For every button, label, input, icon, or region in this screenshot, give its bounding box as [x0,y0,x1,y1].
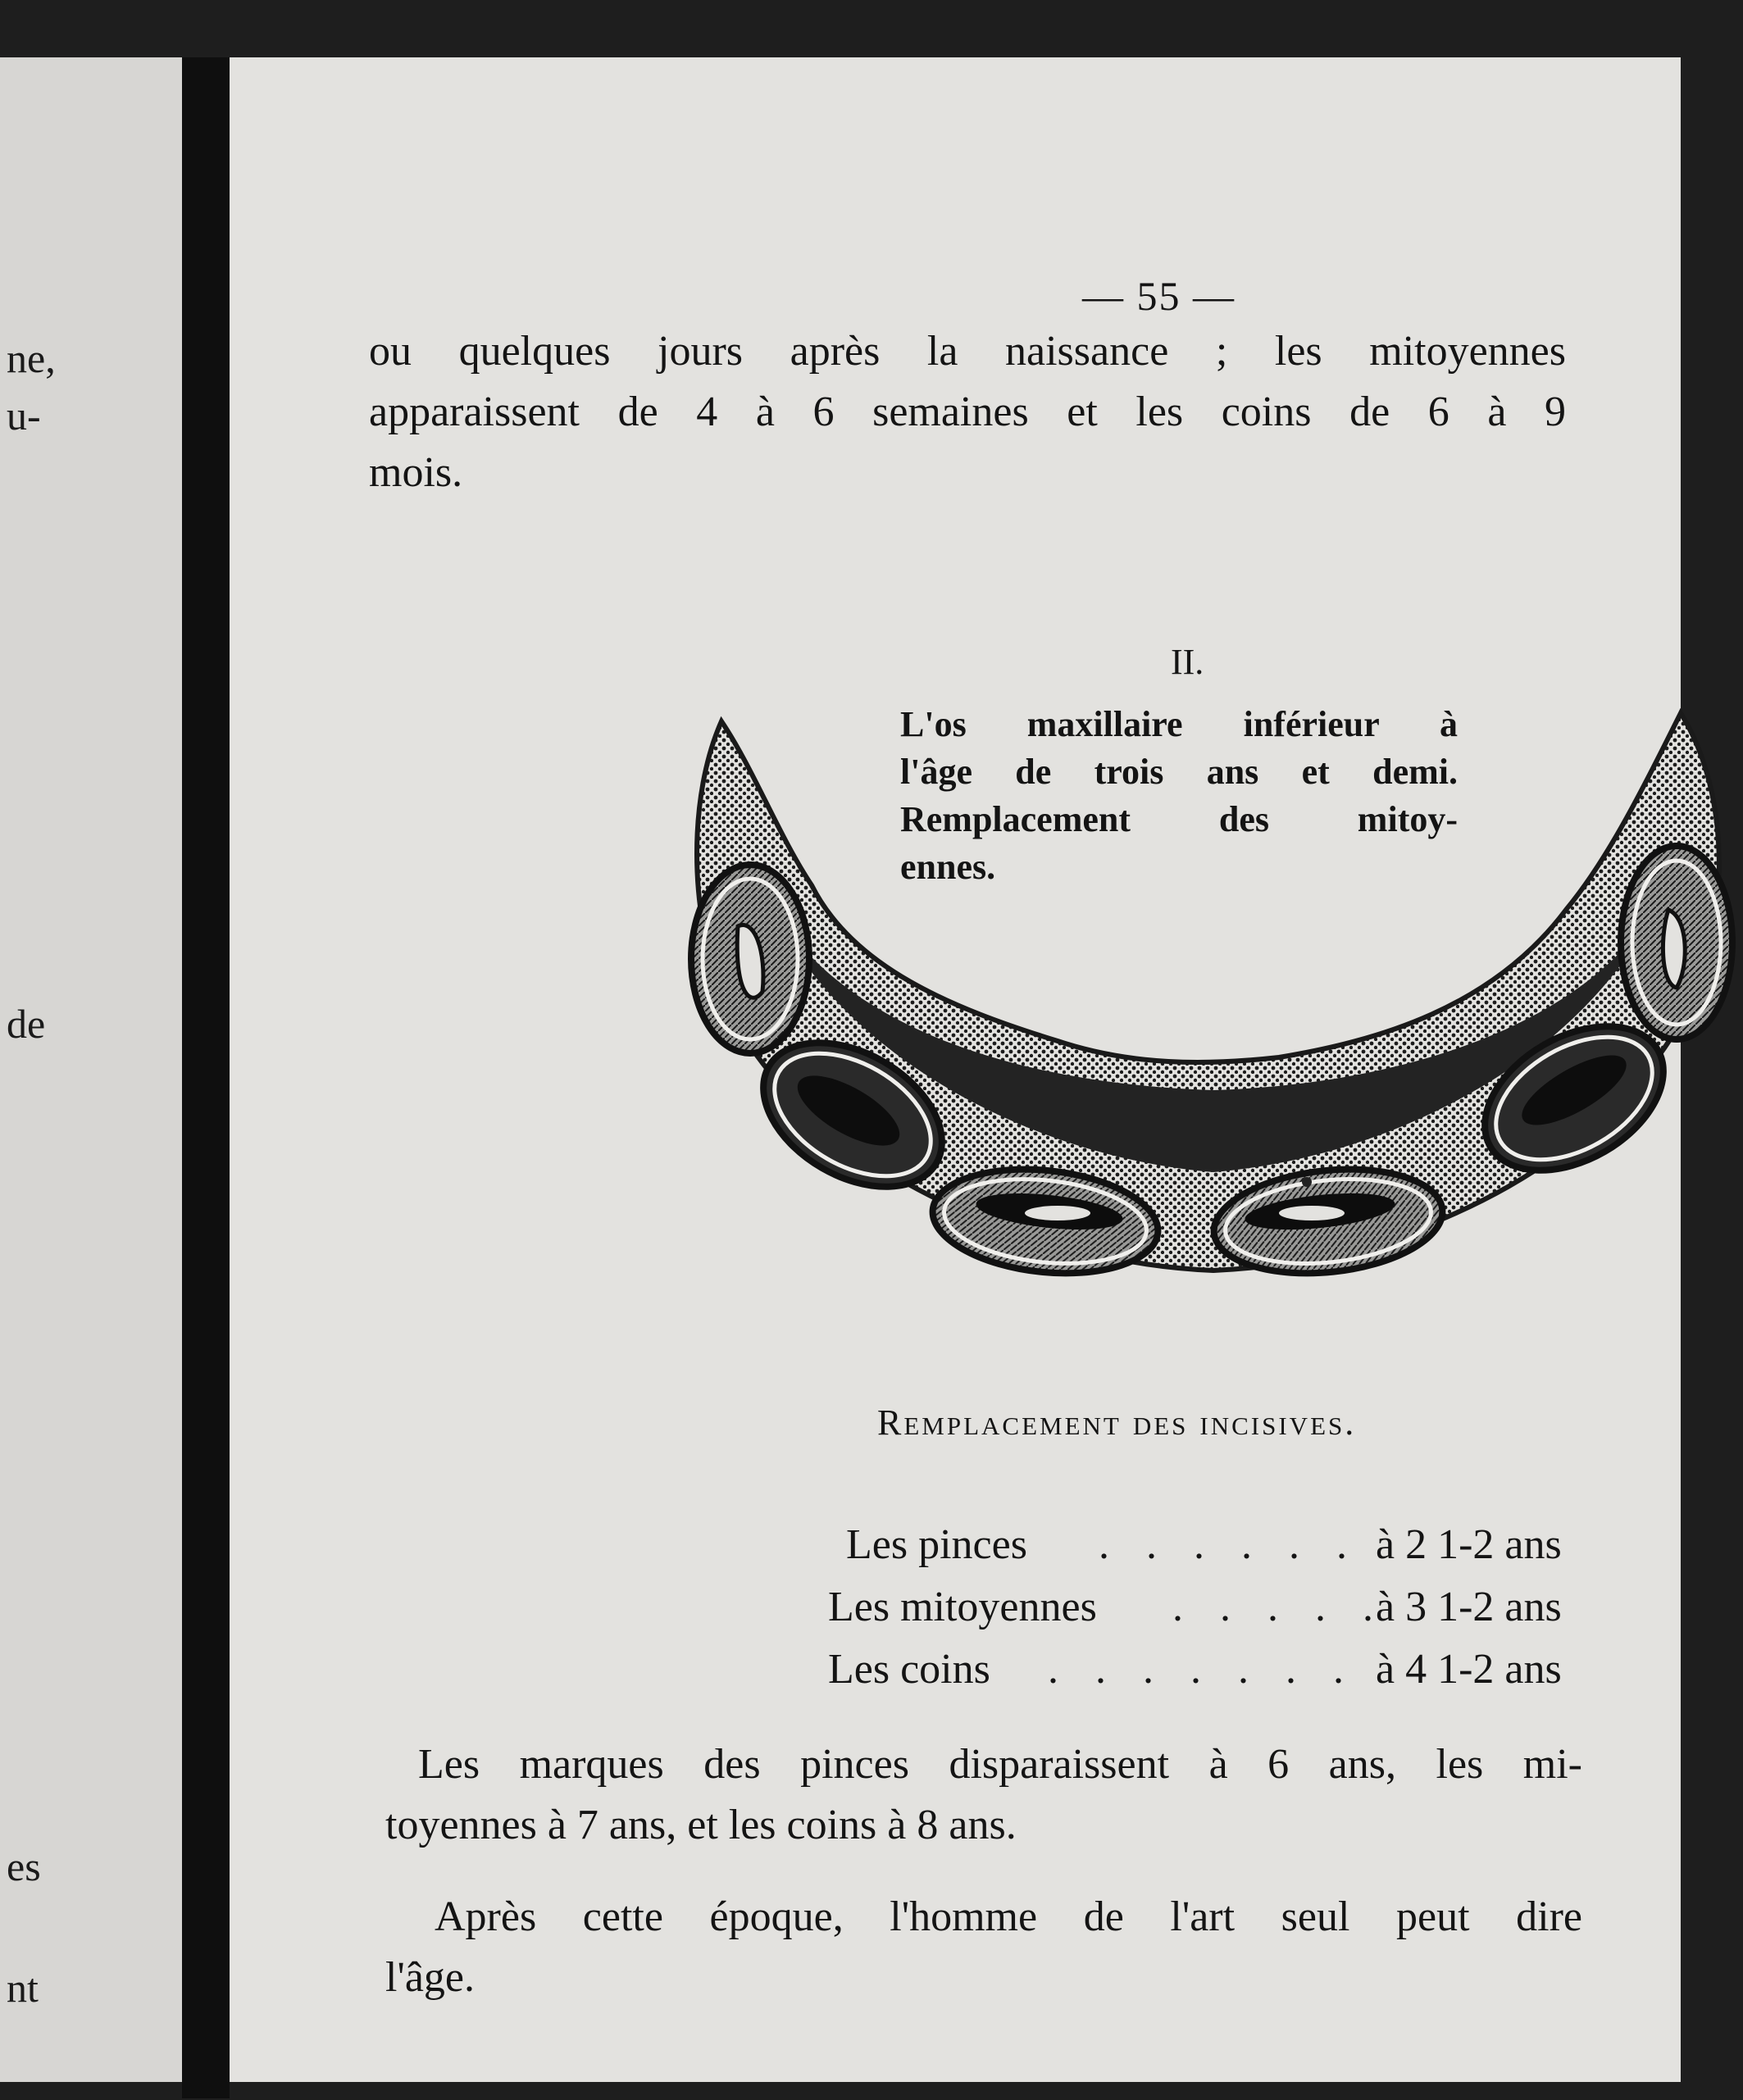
intro-paragraph [369,321,1566,503]
row-label: Les pinces [846,1521,1027,1568]
row-leader-dots: . . . . . . . [1048,1646,1357,1693]
table-row [828,1583,1632,1645]
text-line: Les marques des pinces disparaissent à 6 ans, les mi- [418,1741,1582,1788]
closing-paragraph [385,1734,1582,1856]
text-line: l'âge. [385,1954,475,2001]
caption-line: ennes. [900,847,996,887]
text-line: toyennes à 7 ans, et les coins à 8 ans. [385,1802,1017,1848]
book-page [230,57,1681,2082]
table-row [828,1520,1632,1583]
left-facing-page [0,57,182,2082]
row-label: Les coins [828,1646,990,1693]
caption-line: L'os maxillaire inférieur à [900,704,1458,744]
row-leader-dots: . . . . . . [1099,1521,1360,1568]
left-page-fragment: u- [7,393,41,439]
left-page-fragment: es [7,1843,41,1889]
figure-number: II. [1171,642,1204,682]
final-paragraph [385,1887,1582,2008]
replacement-table [828,1520,1632,1707]
caption-line: l'âge de trois ans et demi. [900,752,1458,792]
text-line: ou quelques jours après la naissance ; les mitoyennes [369,328,1566,375]
left-page-fragment: de [7,1001,46,1047]
left-page-fragment: ne, [7,335,56,381]
left-page-fragment: nt [7,1965,39,2011]
text-line: apparaissent de 4 à 6 semaines et les coins de 6 à 9 [369,389,1566,435]
table-row [828,1645,1632,1707]
row-leader-dots: . . . . . [1172,1584,1386,1630]
caption-line: Remplacement des mitoy- [900,799,1458,839]
book-gutter [182,57,230,2098]
text-line: Après cette époque, l'homme de l'art seul peut dire [435,1893,1582,1940]
section-title: Remplacement des incisives. [877,1402,1357,1443]
row-label: Les mitoyennes [828,1584,1097,1630]
text-line: mois. [369,449,463,496]
ink-speck [1302,1177,1312,1187]
row-value: à 4 1-2 ans [1376,1646,1562,1693]
row-value: à 3 1-2 ans [1376,1584,1562,1630]
tooth-corner-right [1621,846,1732,1039]
row-value: à 2 1-2 ans [1376,1521,1562,1568]
tooth-corner-left [691,865,809,1053]
page-number: — 55 — [1082,273,1236,319]
figure-caption [900,701,1458,891]
